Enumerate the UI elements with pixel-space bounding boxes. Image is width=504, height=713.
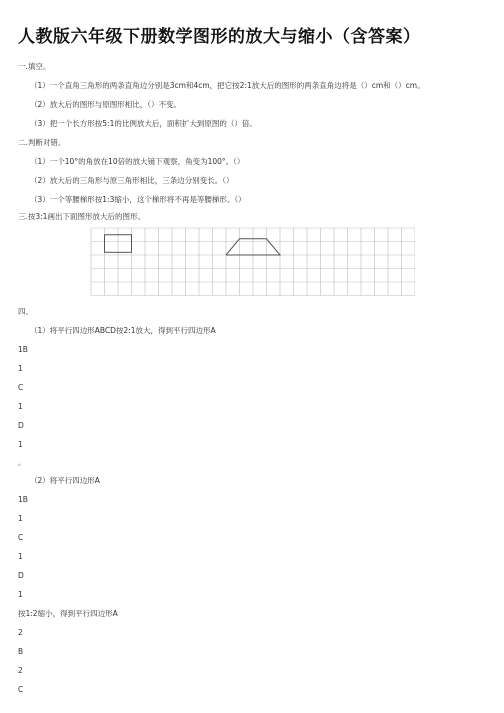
answer-fragment: 1 [18, 364, 23, 373]
answer-fragment: 1 [18, 514, 23, 523]
section-heading-1: 一.填空。 [18, 62, 51, 71]
grid-paper [89, 226, 415, 302]
answer-fragment: B [18, 647, 24, 656]
section-heading-2: 二.判断对错。 [18, 138, 66, 147]
question-line: （3）把一个长方形按5:1的比例放大后，面积扩大到原图的（）倍。 [30, 119, 257, 128]
answer-fragment: 1 [18, 552, 23, 561]
answer-fragment: D [18, 421, 24, 430]
answer-fragment: 按1:2缩小，得到平行四边形A [18, 609, 118, 618]
document-title: 人教版六年级下册数学图形的放大与缩小（含答案） [18, 27, 421, 47]
answer-fragment: 2 [18, 628, 23, 637]
section-heading-3: 三.按3:1画出下面图形放大后的图形。 [18, 212, 145, 221]
answer-fragment: C [18, 685, 24, 694]
answer-fragment: 1 [18, 590, 23, 599]
question-line: （3）一个等腰梯形按1:3缩小，这个梯形将不再是等腰梯形。（） [30, 195, 246, 204]
section-heading-4: 四、 [18, 307, 33, 316]
grid-figure [89, 226, 415, 306]
question-line: （1）一个10°的角放在10倍的放大镜下观察，角变为100°。（） [30, 157, 245, 166]
question-line: （1）将平行四边形ABCD按2:1放大，得到平行四边形A [30, 326, 216, 335]
question-line: （2）将平行四边形A [30, 476, 100, 485]
answer-fragment: C [18, 533, 24, 542]
question-line: （1）一个直角三角形的两条直角边分别是3cm和4cm，把它按2:1放大后的图形的两条直角边将是（）cm和（）cm。 [30, 81, 425, 90]
answer-fragment: D [18, 571, 24, 580]
answer-fragment: 1B [18, 345, 28, 354]
answer-fragment: 2 [18, 666, 23, 675]
answer-fragment: 1B [18, 495, 28, 504]
answer-fragment: 1 [18, 440, 23, 449]
question-line: （2）放大后的三角形与原三角形相比，三条边分别变长。（） [30, 176, 234, 185]
answer-fragment: C [18, 383, 24, 392]
question-line: （2）放大后的图形与原图形相比，（）不变。 [30, 100, 182, 109]
answer-fragment: 。 [18, 458, 26, 467]
answer-fragment: 1 [18, 402, 23, 411]
